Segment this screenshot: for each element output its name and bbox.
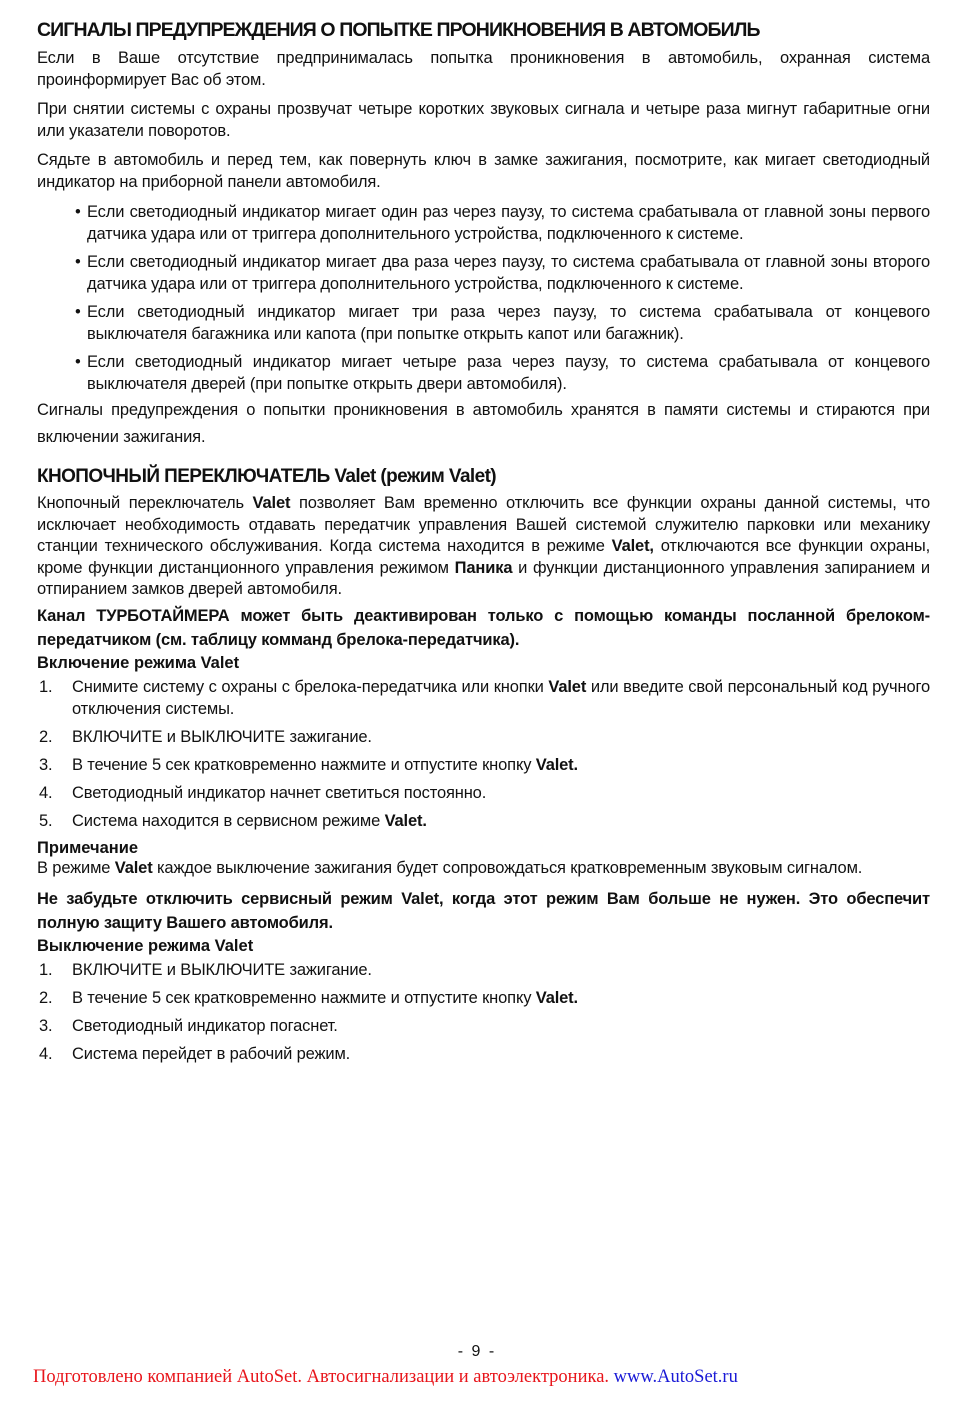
- footer-text: Подготовлено компанией AutoSet. Автосигнализации и автоэлектроника.: [33, 1367, 614, 1387]
- list-item: • Если светодиодный индикатор мигает три раза через паузу, то система срабатывала от концевого выключателя багажника или капота (при попытке открыть капот или багажник).: [75, 303, 930, 343]
- bullet-icon: •: [75, 253, 81, 271]
- list-item: 3. Светодиодный индикатор погаснет.: [39, 1017, 338, 1035]
- bullet-icon: •: [75, 303, 81, 321]
- warning-text: Не забудьте отключить сервисный режим Valet, когда этот режим Вам больше не нужен. Это обеспечит полную защиту Вашего автомобиля.: [37, 890, 930, 932]
- list-item: 2. ВКЛЮЧИТЕ и ВЫКЛЮЧИТЕ зажигание.: [39, 727, 372, 746]
- document-page: [37, 18, 930, 1071]
- page-number: - 9 -: [457, 1343, 497, 1360]
- bullet-icon: •: [75, 203, 81, 221]
- paragraph: Если в Ваше отсутствие предпринималась попытка проникновения в автомобиль, охранная система проинформирует Вас об этом.: [37, 49, 930, 89]
- note-text: В режиме Valet каждое выключение зажигания будет сопровождаться кратковременным звуковым сигналом.: [37, 858, 863, 877]
- note-title: Примечание: [37, 838, 139, 857]
- disable-steps-list: [37, 959, 930, 1065]
- list-item: • Если светодиодный индикатор мигает один раз через паузу, то система срабатывала от главной зоны первого датчика удара или от триггера дополнительного устройства, подключенного к системе.: [75, 203, 930, 243]
- footer-credit: [33, 1367, 738, 1388]
- list-item: 4. Система перейдет в рабочий режим.: [39, 1045, 351, 1063]
- paragraph: При снятии системы с охраны прозвучат четыре коротких звуковых сигнала и четыре раза мигнут габаритные огни или указатели поворотов.: [37, 100, 930, 140]
- paragraph: Сигналы предупреждения о попытки проникновения в автомобиль хранятся в памяти системы и стираются при включении зажигания.: [37, 401, 930, 446]
- list-item: • Если светодиодный индикатор мигает два раза через паузу, то система срабатывала от главной зоны второго датчика удара или от триггера дополнительного устройства, подключенного к системе.: [75, 253, 930, 293]
- turbo-timer-note: Канал ТУРБОТАЙМЕРА может быть деактивирован только с помощью команды посланной брелоком- передатчиком (см. таблицу комманд брелока-передатчика).: [37, 606, 930, 649]
- list-item: 1. ВКЛЮЧИТЕ и ВЫКЛЮЧИТЕ зажигание.: [39, 961, 372, 979]
- subsection-title-enable: Включение режима Valet: [37, 653, 240, 672]
- list-item: 1. Снимите систему с охраны с брелока-передатчика или кнопки Valet или введите свой персональный код ручного отключения системы.: [39, 677, 930, 718]
- subsection-title-disable: Выключение режима Valet: [37, 937, 254, 955]
- list-item: 5. Система находится в сервисном режиме Valet.: [39, 811, 427, 830]
- list-item: 4. Светодиодный индикатор начнет светиться постоянно.: [39, 783, 487, 802]
- bullet-icon: •: [75, 353, 81, 371]
- paragraph-valet-intro: Кнопочный переключатель Valet позволяет Вам временно отключить все функции охраны данной системы, что исключает необходимость отдавать передатчик управления Вашей системой служителю парковки или механику станции технического обслуживания. Когда система находится в режиме Valet, отключаются все функции охраны, кроме функции дистанционного управления режимом Паника и функции дистанционного управления запиранием и отпиранием замков дверей автомобиля.: [37, 494, 930, 598]
- bullet-list: [37, 201, 930, 395]
- list-item: 3. В течение 5 сек кратковременно нажмите и отпустите кнопку Valet.: [39, 755, 578, 774]
- list-item: 2. В течение 5 сек кратковременно нажмите и отпустите кнопку Valet.: [39, 989, 578, 1007]
- paragraph: Сядьте в автомобиль и перед тем, как повернуть ключ в замке зажигания, посмотрите, как мигает светодиодный индикатор на приборной панели автомобиля.: [37, 151, 930, 191]
- section-title-intrusion-signals: СИГНАЛЫ ПРЕДУПРЕЖДЕНИЯ О ПОПЫТКЕ ПРОНИКНОВЕНИЯ В АВТОМОБИЛЬ: [37, 19, 760, 41]
- section-title-valet-switch: КНОПОЧНЫЙ ПЕРЕКЛЮЧАТЕЛЬ Valet (режим Valet): [37, 466, 497, 487]
- footer-link[interactable]: www.AutoSet.ru: [613, 1367, 738, 1387]
- enable-steps-list: [37, 676, 930, 832]
- list-item: • Если светодиодный индикатор мигает четыре раза через паузу, то система срабатывала от концевого выключателя дверей (при попытке открыть двери автомобиля).: [75, 353, 930, 393]
